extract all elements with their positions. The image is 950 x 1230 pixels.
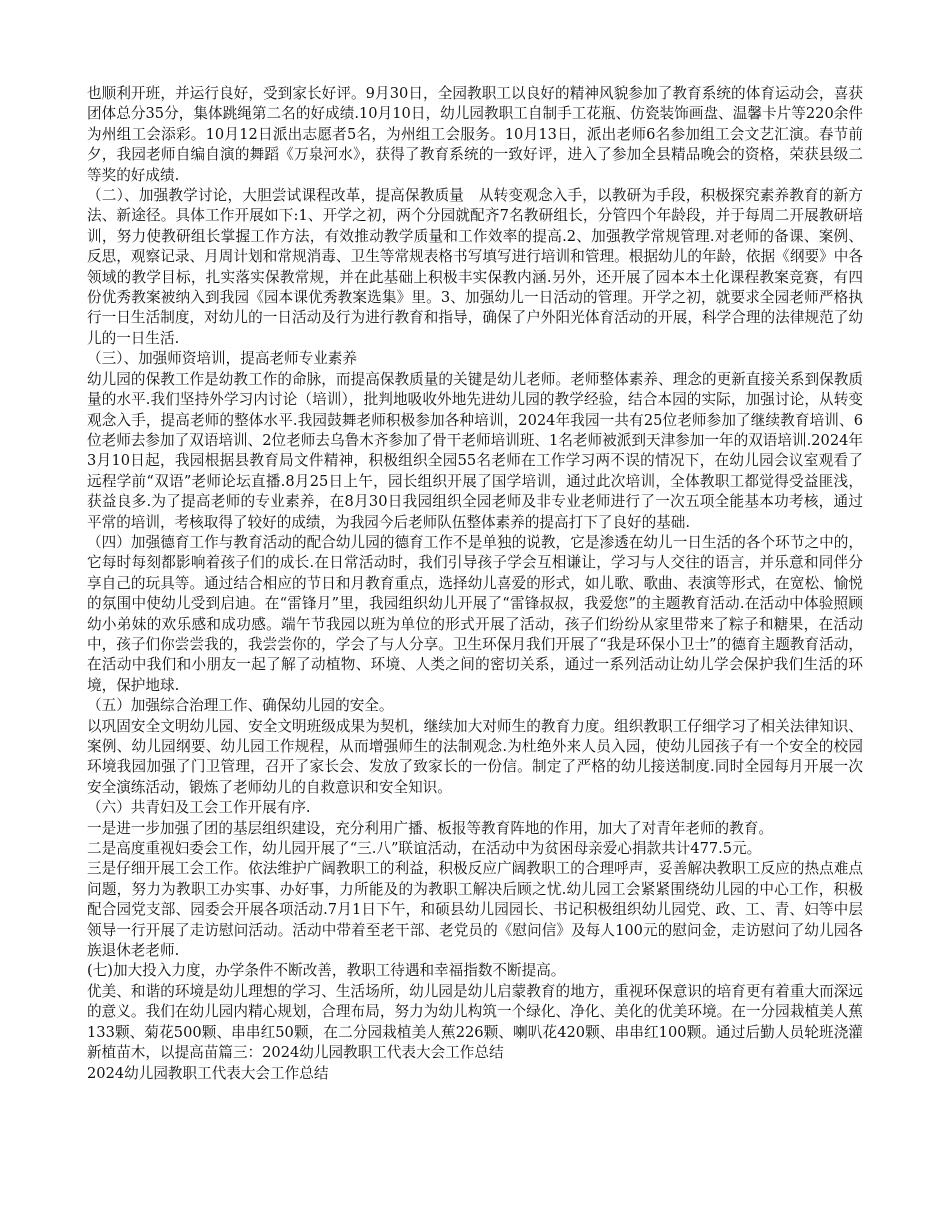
paragraph-teacher-training: 幼儿园的保教工作是幼教工作的命脉，而提高保教质量的关键是幼儿老师。老师整体素养、理念的更新直接关系到保教质量的水平.我们坚持外学习内讨论（培训），批判地吸收外地先进幼儿园的教学经验，结合本园的实际，加强讨论，从转变观念入手，提高老师的整体水平.我园鼓舞老师积极参加各种培训，2024年我园一共有25位老师参加了继续教育培训、6位老师去参加了双语培训、2位老师去乌鲁木齐参加了骨干老师培训班、1名老师被派到天津参加一年的双语培训.2024年3月10日起，我园根据县教育局文件精神，积极组织全园55名老师在工作学习两不误的情况下，在幼儿园会议室观看了远程学前“双语”老师论坛直播.8月25日上午，园长组织开展了国学培训，通过此次培训，全体教职工都觉得受益匪浅，获益良多.为了提高老师的专业素养，在8月30日我园组织全园老师及非专业老师进行了一次五项全能基本功考核，通过平常的培训，考核取得了较好的成绩，为我园今后老师队伍整体素养的提高打下了良好的基础.	[87, 370, 863, 531]
paragraph-safety: 以巩固安全文明幼儿园、安全文明班级成果为契机，继续加大对师生的教育力度。组织教职工仔细学习了相关法律知识、案例、幼儿园纲要、幼儿园工作规程，从而增强师生的法制观念.为杜绝外来人员入园，使幼儿园孩子有一个安全的校园环境我园加强了门卫管理，召开了家长会、发放了致家长的一份信。制定了严格的幼儿接送制度.同时全园每月开展一次安全演练活动，锻炼了老师幼儿的自救意识和安全知识。	[87, 717, 863, 796]
section-heading-teacher-training: （三）、加强师资培训，提高老师专业素养	[87, 350, 357, 368]
paragraph-union-work: 三是仔细开展工会工作。依法维护广阔教职工的利益，积极反应广阔教职工的合理呼声，妥善解决教职工反应的热点难点问题，努力为教职工办实事、办好事，力所能及的为教职工解决后顾之忧.幼儿园工会紧紧围绕幼儿园的中心工作，积极配合园党支部、园委会开展各项活动.7月1日下午，和硕县幼儿园园长、书记积极组织幼儿园党、政、工、青、妇等中层领导一行开展了走访慰问活动。活动中带着至老干部、老党员的《慰问信》及每人100元的慰问金，走访慰问了幼儿园各族退休老老师.	[87, 860, 863, 960]
paragraph-opening: 也顺利开班，并运行良好，受到家长好评。9月30日，全园教职工以良好的精神风貌参加了教育系统的体育运动会，喜获团体总分35分，集体跳绳第二名的好成绩.10月10日，幼儿园教职工自制手工花瓶、仿瓷装饰画盘、温馨卡片等220余件为州组工会添彩。10月12日派出志愿者5名，为州组工会服务。10月13日，派出老师6名参加组工会文艺汇演。春节前夕，我园老师自编自演的舞蹈《万泉河水》，获得了教育系统的一致好评，进入了参加全县精品晚会的资格，荣获县级二等奖的好成绩.	[87, 85, 863, 184]
paragraph-moral-education: （四）加强德育工作与教育活动的配合幼儿园的德育工作不是单独的说教，它是渗透在幼儿一日生活的各个环节之中的，它每时每刻都影响着孩子们的成长.在日常活动时，我们引导孩子学会互相谦让，学习与人交往的语言，并乐意和同伴分享自己的玩具等。通过结合相应的节日和月教育重点，选择幼儿喜爱的形式，如儿歌、歌曲、表演等形式，在宽松、愉悦的氛围中使幼儿受到启迪。在“雷锋月”里，我园组织幼儿开展了“雷锋叔叔，我爱您”的主题教育活动.在活动中体验照顾幼小弟妹的欢乐感和成功感。端午节我园以班为单位的形式开展了活动，孩子们纷纷从家里带来了粽子和糖果，在活动中，孩子们你尝尝我的，我尝尝你的，学会了与人分享。卫生环保月我们开展了“我是环保小卫士”的德育主题教育活动，在活动中我们和小朋友一起了解了动植物、环境、人类之间的密切关系，通过一系列活动让幼儿学会保护我们生活的环境，保护地球.	[87, 533, 863, 694]
section-heading-union: （六）共青妇及工会工作开展有序.	[87, 799, 311, 817]
section-heading-investment: (七)加大投入力度，办学条件不断改善，教职工待遇和幸福指数不断提高。	[87, 962, 566, 980]
paragraph-union-women: 二是高度重视妇委会工作，幼儿园开展了“三.八”联谊活动，在活动中为贫困母亲爱心捐款共计477.5元。	[87, 840, 762, 858]
paragraph-environment: 优美、和谐的环境是幼儿理想的学习、生活场所，幼儿园是幼儿启蒙教育的地方，重视环保意识的培育更有着重大而深远的意义。我们在幼儿园内精心规划，合理布局，努力为幼儿构筑一个绿化、净化、美化的优美环境。在一分园栽植美人蕉133颗、菊花500颗、串串红50颗，在二分园栽植美人蕉226颗、喇叭花420颗、串串红100颗。通过后勤人员轮班浇灌新植苗木，以提高苗篇三：2024幼儿园教职工代表大会工作总结	[87, 982, 863, 1062]
section-heading-safety: （五）加强综合治理工作、确保幼儿园的安全。	[87, 697, 394, 715]
paragraph-teaching-research: （二）、加强教学讨论，大胆尝试课程改革，提高保教质量 从转变观念入手，以教研为手段，积极探究素养教育的新方法、新途径。具体工作开展如下:1、开学之初，两个分园就配齐7名教研组长，分管四个年龄段，并于每周二开展教研培训，努力使教研组长掌握工作方法，有效推动教学质量和工作效率的提高.2、加强教学常规管理.对老师的备课、案例、反思，观察记录、月周计划和常规消毒、卫生等常规表格书写填写进行培训和管理。根据幼儿的年龄，依据《纲要》中各领域的教学目标，扎实落实保教常规，并在此基础上积极丰实保教内涵.另外，还开展了园本本土化课程教案竞赛，有四份优秀教案被纳入到我园《园本课优秀教案选集》里。3、加强幼儿一日活动的管理。开学之初，就要求全园老师严格执行一日生活制度，对幼儿的一日活动及行为进行教育和指导，确保了户外阳光体育活动的开展，科学合理的法律规范了幼儿的一日生活.	[87, 187, 863, 347]
document-body	[87, 84, 863, 1084]
paragraph-union-youth: 一是进一步加强了团的基层组织建设，充分利用广播、板报等教育阵地的作用，加大了对青年老师的教育。	[87, 819, 773, 837]
closing-title: 2024幼儿园教职工代表大会工作总结	[87, 1064, 329, 1082]
